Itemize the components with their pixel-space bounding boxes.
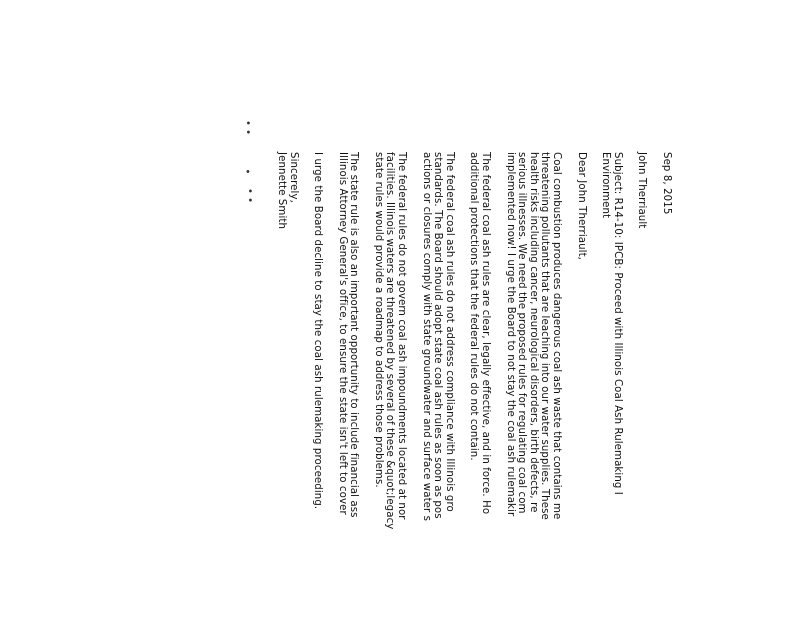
scan-mark: • • [243,188,255,203]
paragraph-line: additional protections that the federal rules do not contain. [468,152,480,461]
paragraph [420,152,455,618]
letter-body [272,152,672,618]
paragraph-line: state rules would provide a roadmap to address those problems. [372,152,384,488]
paragraph-line: implemented now! I urge the Board to not stay the coal ash rulemakir [504,152,516,517]
paragraph-line: I urge the Board decline to stay the coal ash rulemaking proceeding. [312,152,324,510]
paragraph [372,152,407,618]
paragraph-line: facilities. Illinois waters are threatened by several of these &quot;legacy [384,152,396,530]
letter-date: Sep 8, 2015 [661,152,672,215]
paragraph-line: The federal coal ash rules do not address compliance with Illinois gro [443,152,455,512]
letter-subject-line: Environment [600,152,612,219]
paragraph-line: The federal rules do not govern coal ash impoundments located at nor [396,152,408,520]
letter-signer: Jennette Smith [275,152,287,230]
paragraph-line: standards. The Board should adopt state coal ash rules as soon as pos [432,152,444,519]
paragraph-line: health risks including cancer, neurological disorders, birth defects, re [527,152,539,513]
paragraph-line: The federal coal ash rules are clear, legally effective, and in force. Ho [480,152,492,515]
letter-subject-line: Subject: R14-10: IPCB: Proceed with Illinois Coal Ash Rulemaking I [611,152,623,495]
scan-mark: • • [241,120,253,135]
paragraph-line: threatening pollutants that are leaching into our water supplies. These [539,152,551,520]
paragraph-line: The state rule is also an important opportunity to include financial ass [348,152,360,518]
paragraph [468,152,491,618]
paragraph-line: Coal combustion produces dangerous coal ash waste that contains me [551,152,563,520]
letter-closing: Sincerely, [287,152,299,203]
letter-recipient: John Therriault [636,152,648,229]
scan-mark: • [241,168,253,175]
letter-salutation: Dear John Therriault, [575,152,587,261]
paragraph [504,152,562,618]
paragraph-line: actions or closures comply with state groundwater and surface water s [420,152,432,522]
paragraph-line: serious illnesses. We need the proposed rules for regulating coal com [516,152,528,514]
paragraph [336,152,359,618]
paragraph-line: Illinois Attorney General's office, to ensure the state isn't left to cover [336,152,348,515]
